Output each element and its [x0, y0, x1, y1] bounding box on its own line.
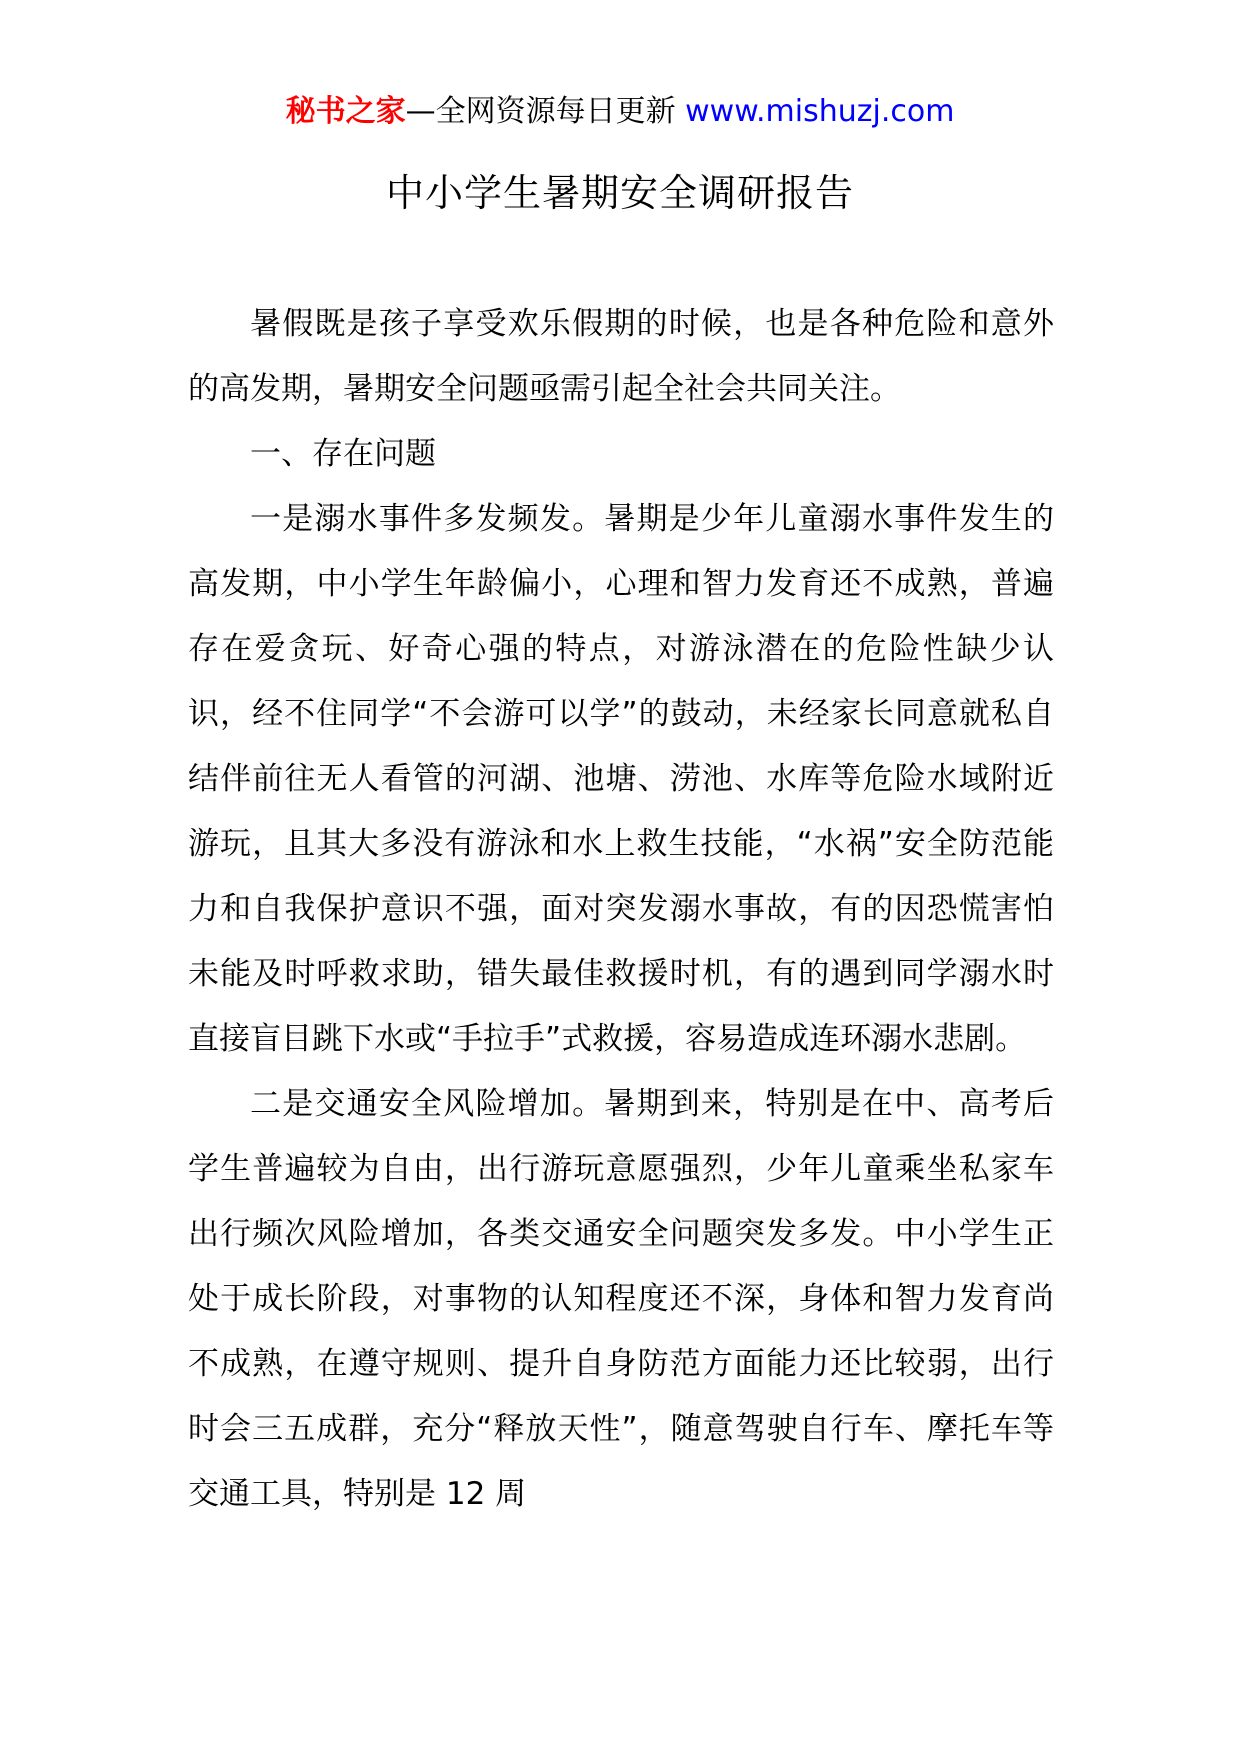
paragraph-drowning: 一是溺水事件多发频发。暑期是少年儿童溺水事件发生的高发期，中小学生年龄偏小，心理和智力发育还不成熟，普遍存在爱贪玩、好奇心强的特点，对游泳潜在的危险性缺少认识，经不住同学“不会游可以学”的鼓动，未经家长同意就私自结伴前往无人看管的河湖、池塘、涝池、水库等危险水域附近游玩，且其大多没有游泳和水上救生技能，“水祸”安全防范能力和自我保护意识不强，面对突发溺水事故，有的因恐慌害怕未能及时呼救求助，错失最佳救援时机，有的遇到同学溺水时直接盲目跳下水或“手拉手”式救援，容易造成连环溺水悲剧。: [188, 501, 1054, 1057]
document-title: 中小学生暑期安全调研报告: [385, 171, 854, 215]
paragraph-traffic: 二是交通安全风险增加。暑期到来，特别是在中、高考后学生普遍较为自由，出行游玩意愿强烈，少年儿童乘坐私家车出行频次风险增加，各类交通安全问题突发多发。中小学生正处于成长阶段，对事物的认知程度还不深，身体和智力发育尚不成熟，在遵守规则、提升自身防范方面能力还比较弱，出行时会三五成群，充分“释放天性”，随意驾驶自行车、摩托车等交通工具，特别是 12 周: [188, 1086, 1054, 1512]
document-body: [188, 292, 1054, 1527]
site-header: [0, 92, 1240, 132]
brand-name: 秘书之家: [285, 94, 406, 129]
header-slogan: —全网资源每日更新: [405, 94, 686, 129]
site-url-link[interactable]: www.mishuzj.com: [685, 94, 955, 129]
paragraph-intro: 暑假既是孩子享受欢乐假期的时候，也是各种危险和意外的高发期，暑期安全问题亟需引起全社会共同关注。: [188, 306, 1054, 407]
section-heading: 一、存在问题: [250, 436, 436, 472]
